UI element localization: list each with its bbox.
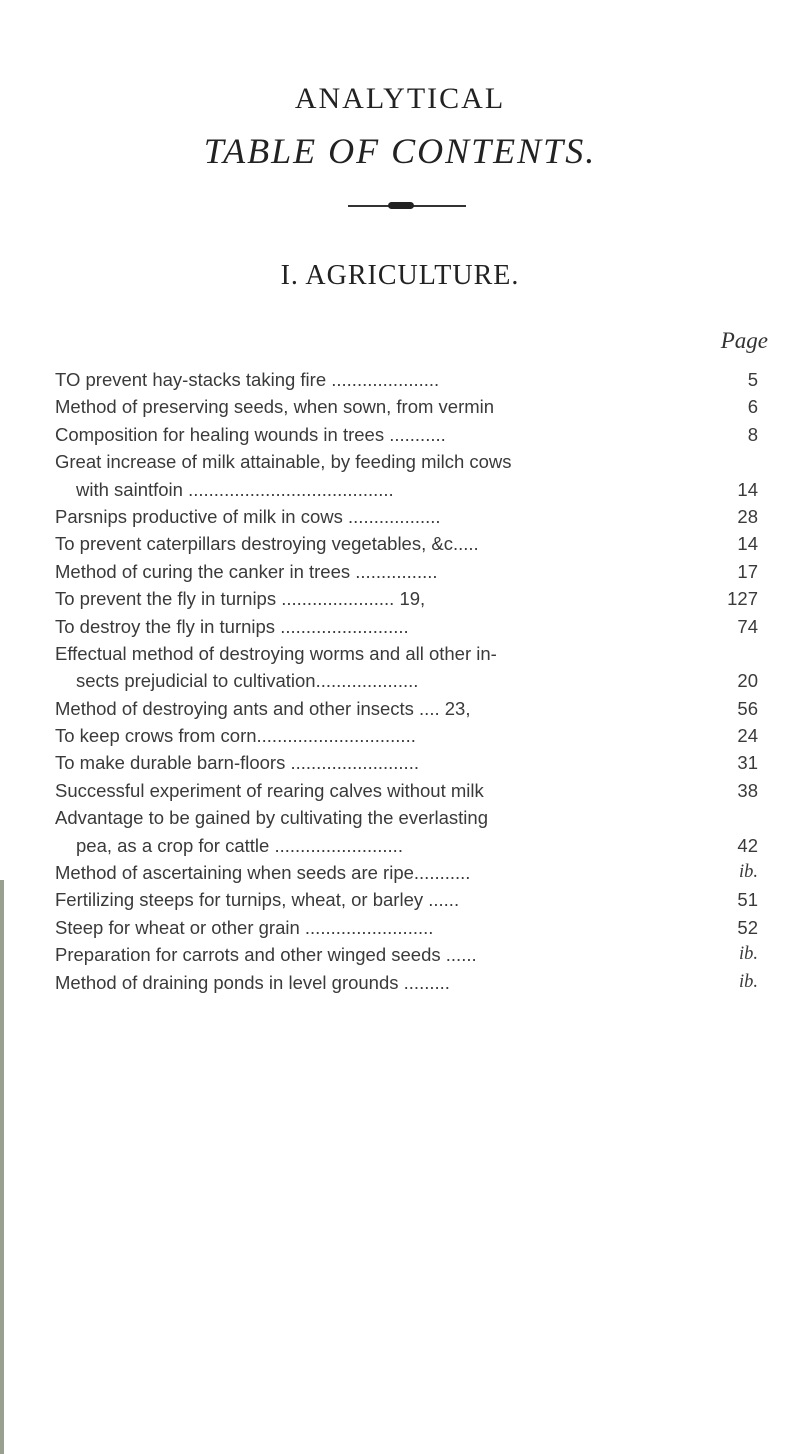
- contents-entry: [0, 585, 800, 612]
- entry-text: Preparation for carrots and other winged seeds ......: [55, 944, 477, 966]
- entry-text: Steep for wheat or other grain .........................: [55, 916, 434, 938]
- entry-text: Method of ascertaining when seeds are ripe...........: [55, 862, 471, 884]
- entry-text: with saintfoin ........................................: [76, 478, 394, 500]
- entry-text: Great increase of milk attainable, by feeding milch cows: [55, 451, 512, 473]
- entry-text: Parsnips productive of milk in cows ..................: [55, 505, 441, 527]
- entry-page-number: 42: [737, 834, 758, 856]
- entry-text: Method of preserving seeds, when sown, from vermin: [55, 396, 495, 418]
- contents-entry: [0, 695, 800, 722]
- contents-entry: [0, 613, 800, 640]
- entry-page-number: 20: [737, 670, 758, 692]
- entry-text: To make durable barn-floors .........................: [55, 752, 419, 774]
- entry-text: Advantage to be gained by cultivating the everlasting: [55, 807, 488, 829]
- contents-entry: [0, 667, 800, 694]
- page-column-label: Page: [720, 328, 768, 353]
- entry-page-number: ib.: [738, 944, 758, 965]
- contents-entry: [0, 804, 800, 831]
- contents-entry: [0, 941, 800, 968]
- entry-text: To destroy the fly in turnips .........................: [55, 615, 409, 637]
- entry-text: Composition for healing wounds in trees ...........: [55, 423, 446, 445]
- contents-entry: [0, 393, 800, 420]
- entry-page-number: 5: [747, 369, 758, 390]
- entry-text: To prevent the fly in turnips ...................... 19,: [55, 588, 426, 610]
- contents-entry: [0, 558, 800, 585]
- contents-list: [0, 366, 800, 996]
- entry-text: Method of destroying ants and other insects .... 23,: [55, 697, 471, 719]
- entry-text: Effectual method of destroying worms and all other in-: [55, 642, 497, 664]
- contents-entry: [0, 832, 800, 859]
- entry-text: To keep crows from corn...............................: [55, 725, 416, 747]
- entry-page-number: 8: [747, 423, 758, 445]
- contents-entry: [0, 530, 800, 557]
- entry-page-number: 127: [727, 588, 758, 610]
- entry-page-number: 38: [737, 779, 758, 801]
- entry-page-number: 51: [737, 889, 758, 911]
- contents-entry: [0, 366, 800, 393]
- contents-entry: [0, 886, 800, 913]
- entry-page-number: 56: [737, 697, 758, 719]
- entry-page-number: 17: [737, 560, 758, 582]
- entry-text: Successful experiment of rearing calves without milk: [55, 779, 484, 801]
- contents-entry: [0, 476, 800, 503]
- entry-text: Method of curing the canker in trees ................: [55, 560, 438, 582]
- contents-entry: [0, 969, 800, 996]
- entry-text: TO prevent hay-stacks taking fire .....................: [55, 369, 440, 390]
- entry-text: To prevent caterpillars destroying vegetables, &c.....: [55, 533, 479, 555]
- entry-text: Method of draining ponds in level grounds .........: [55, 971, 450, 993]
- entry-text: Fertilizing steeps for turnips, wheat, or barley ......: [55, 889, 460, 911]
- contents-entry: [0, 421, 800, 448]
- contents-entry: [0, 722, 800, 749]
- entry-page-number: 74: [737, 615, 758, 637]
- entry-text: pea, as a crop for cattle .........................: [76, 834, 403, 856]
- entry-page-number: 14: [737, 478, 758, 500]
- contents-entry: [0, 749, 800, 776]
- entry-page-number: 24: [737, 725, 758, 747]
- contents-entry: [0, 448, 800, 475]
- entry-page-number: ib.: [738, 971, 758, 992]
- entry-page-number: 6: [747, 396, 758, 418]
- contents-entry: [0, 859, 800, 886]
- entry-text: sects prejudicial to cultivation....................: [76, 670, 419, 692]
- page-edge: [0, 880, 4, 1454]
- entry-page-number: 14: [737, 533, 758, 555]
- contents-entry: [0, 777, 800, 804]
- contents-entry: [0, 914, 800, 941]
- entry-page-number: 52: [737, 916, 758, 938]
- entry-page-number: 28: [737, 505, 758, 527]
- heading-table-of-contents: TABLE OF CONTENTS.: [203, 131, 597, 171]
- contents-entry: [0, 503, 800, 530]
- section-title: I. AGRICULTURE.: [280, 260, 520, 291]
- rule-ornament: [388, 202, 414, 209]
- entry-page-number: 31: [737, 752, 758, 774]
- contents-entry: [0, 640, 800, 667]
- heading-analytical: ANALYTICAL: [294, 82, 506, 115]
- entry-page-number: ib.: [738, 862, 758, 883]
